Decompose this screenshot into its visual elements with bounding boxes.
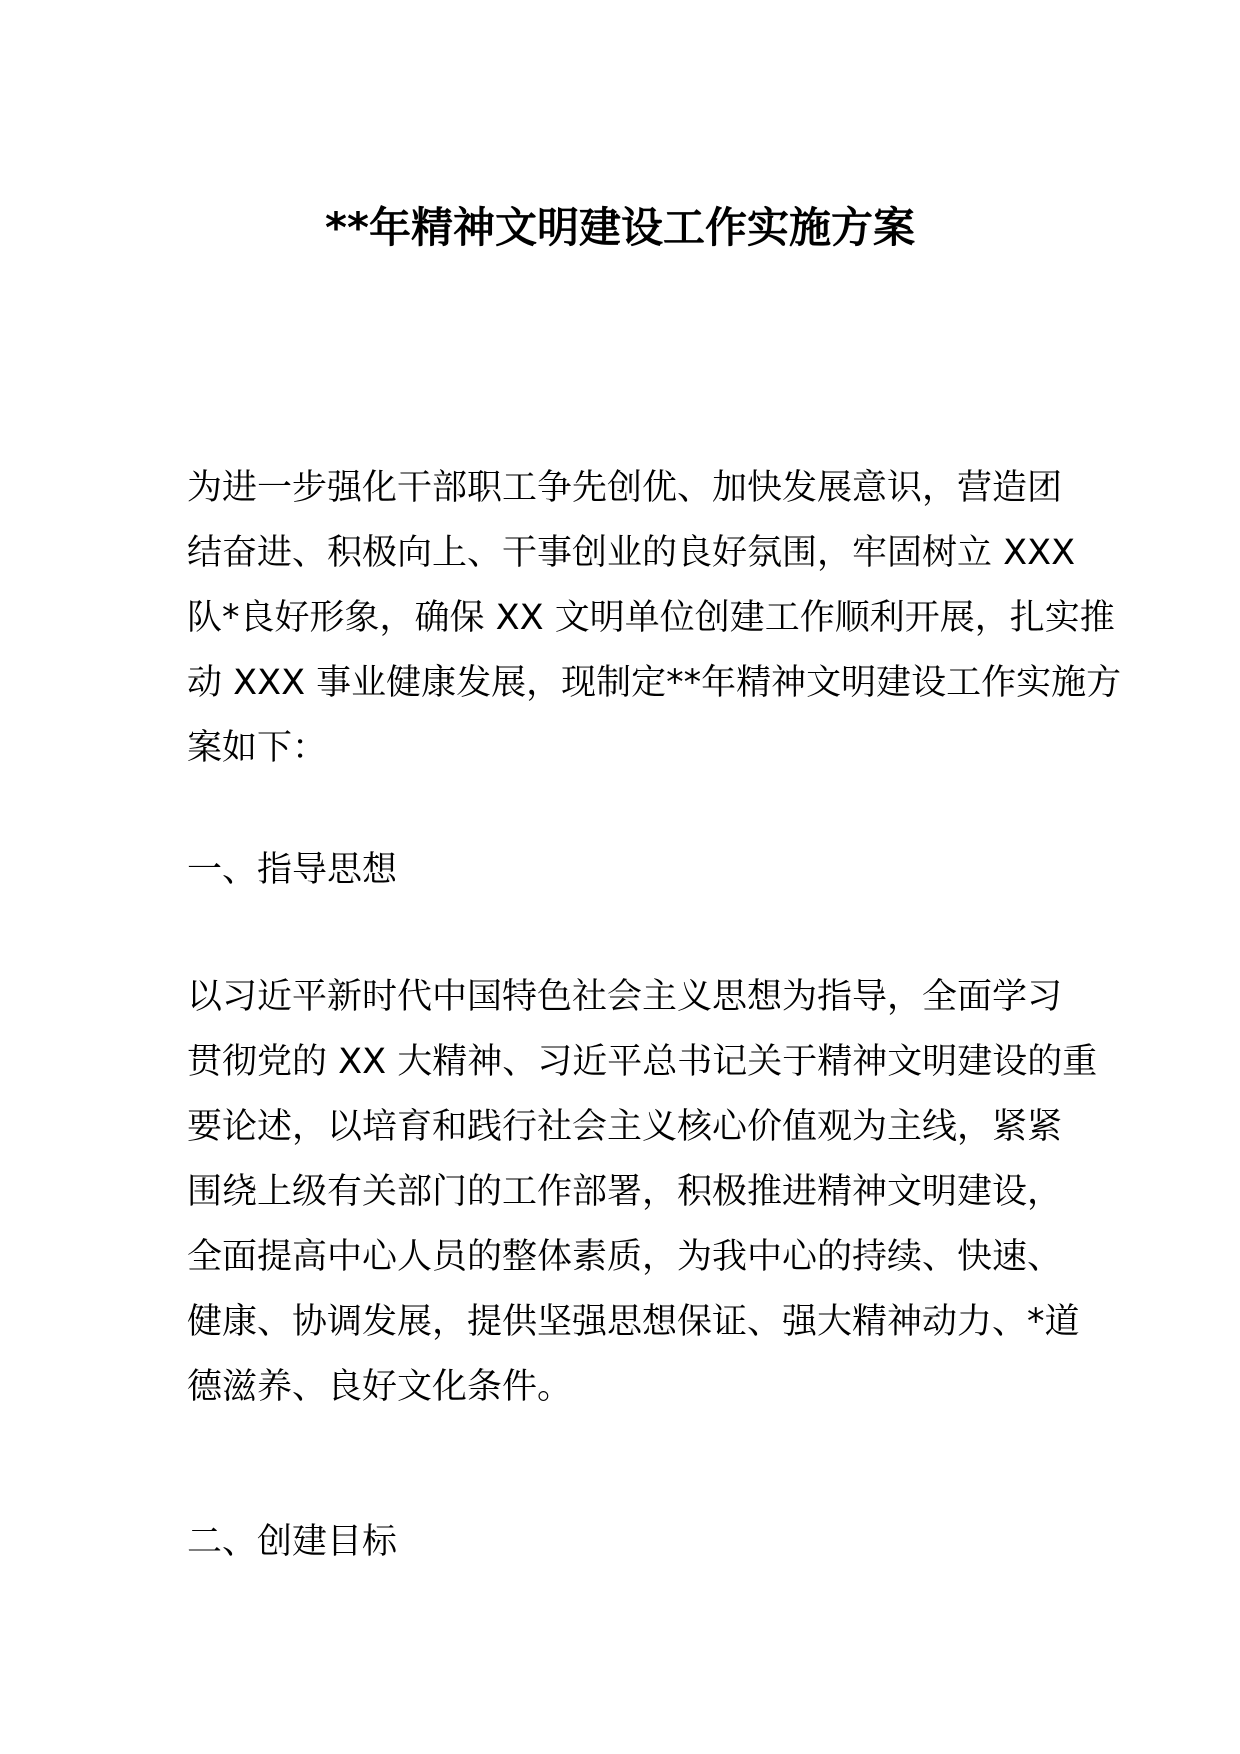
paragraph-line: 动 XXX 事业健康发展，现制定**年精神文明建设工作实施方 <box>187 663 1122 703</box>
guiding-ideology-paragraph <box>187 965 1098 1420</box>
paragraph-line: 围绕上级有关部门的工作部署，积极推进精神文明建设， <box>187 1172 1063 1212</box>
paragraph-line: 为进一步强化干部职工争先创优、加快发展意识，营造团 <box>187 468 1063 508</box>
paragraph-line: 案如下： <box>187 728 328 768</box>
paragraph-line: 队*良好形象，确保 XX 文明单位创建工作顺利开展，扎实推 <box>187 598 1115 638</box>
section-heading-creation-goals <box>187 1510 1057 1575</box>
paragraph-line: 德滋养、良好文化条件。 <box>187 1367 573 1407</box>
paragraph-line: 健康、协调发展，提供坚强思想保证、强大精神动力、*道 <box>187 1302 1080 1342</box>
paragraph-line: 全面提高中心人员的整体素质，为我中心的持续、快速、 <box>187 1237 1063 1277</box>
intro-paragraph <box>187 456 1122 781</box>
paragraph-line: 结奋进、积极向上、干事创业的良好氛围，牢固树立 XXX <box>187 533 1076 573</box>
section-heading-text: 一、指导思想 <box>187 850 398 890</box>
paragraph-line: 以习近平新时代中国特色社会主义思想为指导，全面学习 <box>187 977 1063 1017</box>
paragraph-line: 要论述，以培育和践行社会主义核心价值观为主线，紧紧 <box>187 1107 1063 1147</box>
section-heading-guiding-ideology <box>187 838 1057 903</box>
paragraph-line: 贯彻党的 XX 大精神、习近平总书记关于精神文明建设的重 <box>187 1042 1098 1082</box>
document-title: **年精神文明建设工作实施方案 <box>325 203 915 252</box>
section-heading-text: 二、创建目标 <box>187 1522 398 1562</box>
